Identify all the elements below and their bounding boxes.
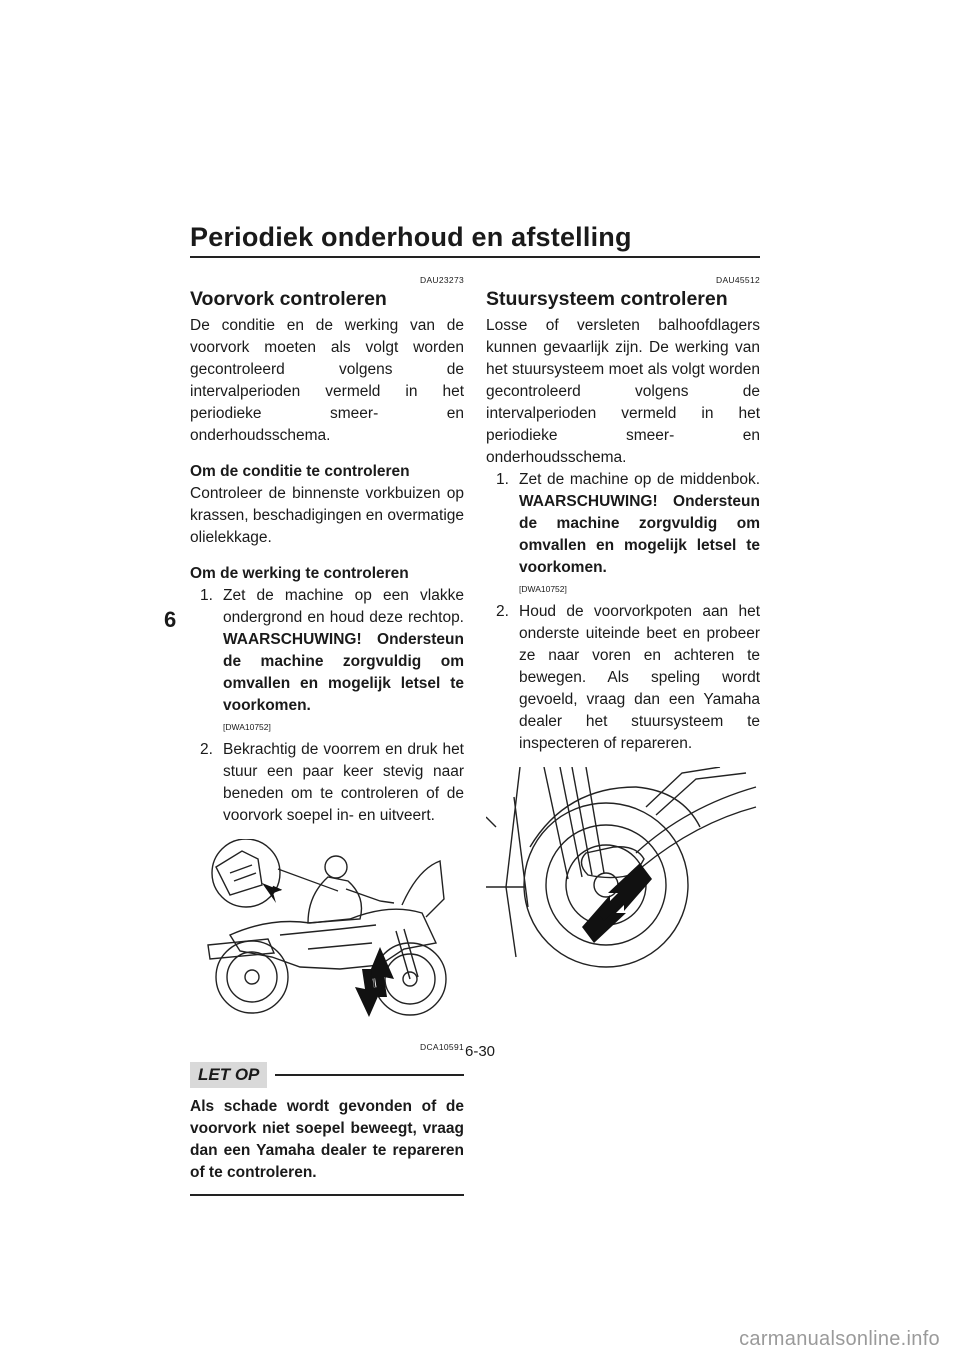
figure-code: DCA10591: [420, 1042, 464, 1052]
caution-top-rule: [275, 1074, 464, 1076]
step-number: 1.: [200, 587, 213, 604]
list-item: [486, 601, 760, 755]
motorcycle-illustration-svg: [190, 839, 464, 1029]
caution-bottom-rule: [190, 1194, 464, 1196]
section-intro: De conditie en de werking van de voorvork moeten als volgt worden gecontroleerd volgens de intervalperioden vermeld in het periodieke smeer- en onderhoudsschema.: [190, 317, 464, 444]
operation-heading: Om de werking te controleren: [190, 565, 409, 582]
page-title: Periodiek onderhoud en afstelling: [190, 222, 632, 252]
section-code: DAU45512: [716, 275, 760, 285]
section-title-voorvork: Voorvork controleren: [190, 288, 387, 310]
section-title-stuursysteem: Stuursysteem controleren: [486, 288, 728, 310]
caution-header: [190, 1062, 464, 1088]
right-column: [486, 265, 760, 984]
warning-code: [DWA10752]: [519, 584, 567, 594]
condition-heading: Om de conditie te controleren: [190, 463, 410, 480]
motorcycle-fork-illustration: [190, 839, 464, 1058]
caution-label: LET OP: [190, 1062, 267, 1088]
step-text: Houd de voorvorkpoten aan het onderste uiteinde beet en probeer ze naar voren en achteren te bewegen. Als speling wordt gevoeld, vraag dan een Yamaha dealer het stuursysteem te inspecteren of repareren.: [519, 603, 760, 752]
steering-illustration-svg: [486, 767, 760, 977]
section-intro: Losse of versleten balhoofdlagers kunnen gevaarlijk zijn. De werking van het stuursysteem moet als volgt worden gecontroleerd volgens de intervalperioden vermeld in het periodieke smeer- en onderhoudsschema.: [486, 317, 760, 466]
steering-check-illustration: [486, 767, 760, 984]
warning-text: WAARSCHUWING! Ondersteun de machine zorgvuldig om omvallen en mogelijk letsel te voorkomen.: [519, 493, 760, 576]
step-text: Zet de machine op een vlakke ondergrond en houd deze rechtop.: [223, 587, 464, 626]
warning-code: [DWA10752]: [223, 722, 271, 732]
condition-text: Controleer de binnenste vorkbuizen op krassen, beschadigingen en overmatige olielekkage.: [190, 485, 465, 546]
step-text: Zet de machine op de middenbok.: [519, 471, 760, 488]
header-rule: [190, 256, 760, 258]
list-item: [190, 739, 464, 827]
steering-steps: [486, 469, 760, 755]
operation-steps: [190, 585, 464, 827]
step-text: Bekrachtig de voorrem en druk het stuur een paar keer stevig naar beneden om te controleren of de voorvork soepel in- en uitveert.: [223, 741, 464, 824]
watermark: carmanualsonline.info: [739, 1328, 940, 1350]
warning-text: WAARSCHUWING! Ondersteun de machine zorgvuldig om omvallen en mogelijk letsel te voorkomen.: [223, 631, 464, 714]
step-number: 2.: [496, 603, 509, 620]
step-number: 1.: [496, 471, 509, 488]
list-item: [486, 469, 760, 597]
chapter-tab: 6: [164, 607, 177, 632]
caution-text: Als schade wordt gevonden of de voorvork niet soepel beweegt, vraag dan een Yamaha dealer te repareren of te controleren.: [190, 1098, 464, 1181]
page-number: 6-30: [464, 1043, 496, 1060]
step-number: 2.: [200, 741, 213, 758]
list-item: [190, 585, 464, 735]
section-code: DAU23273: [420, 275, 464, 285]
